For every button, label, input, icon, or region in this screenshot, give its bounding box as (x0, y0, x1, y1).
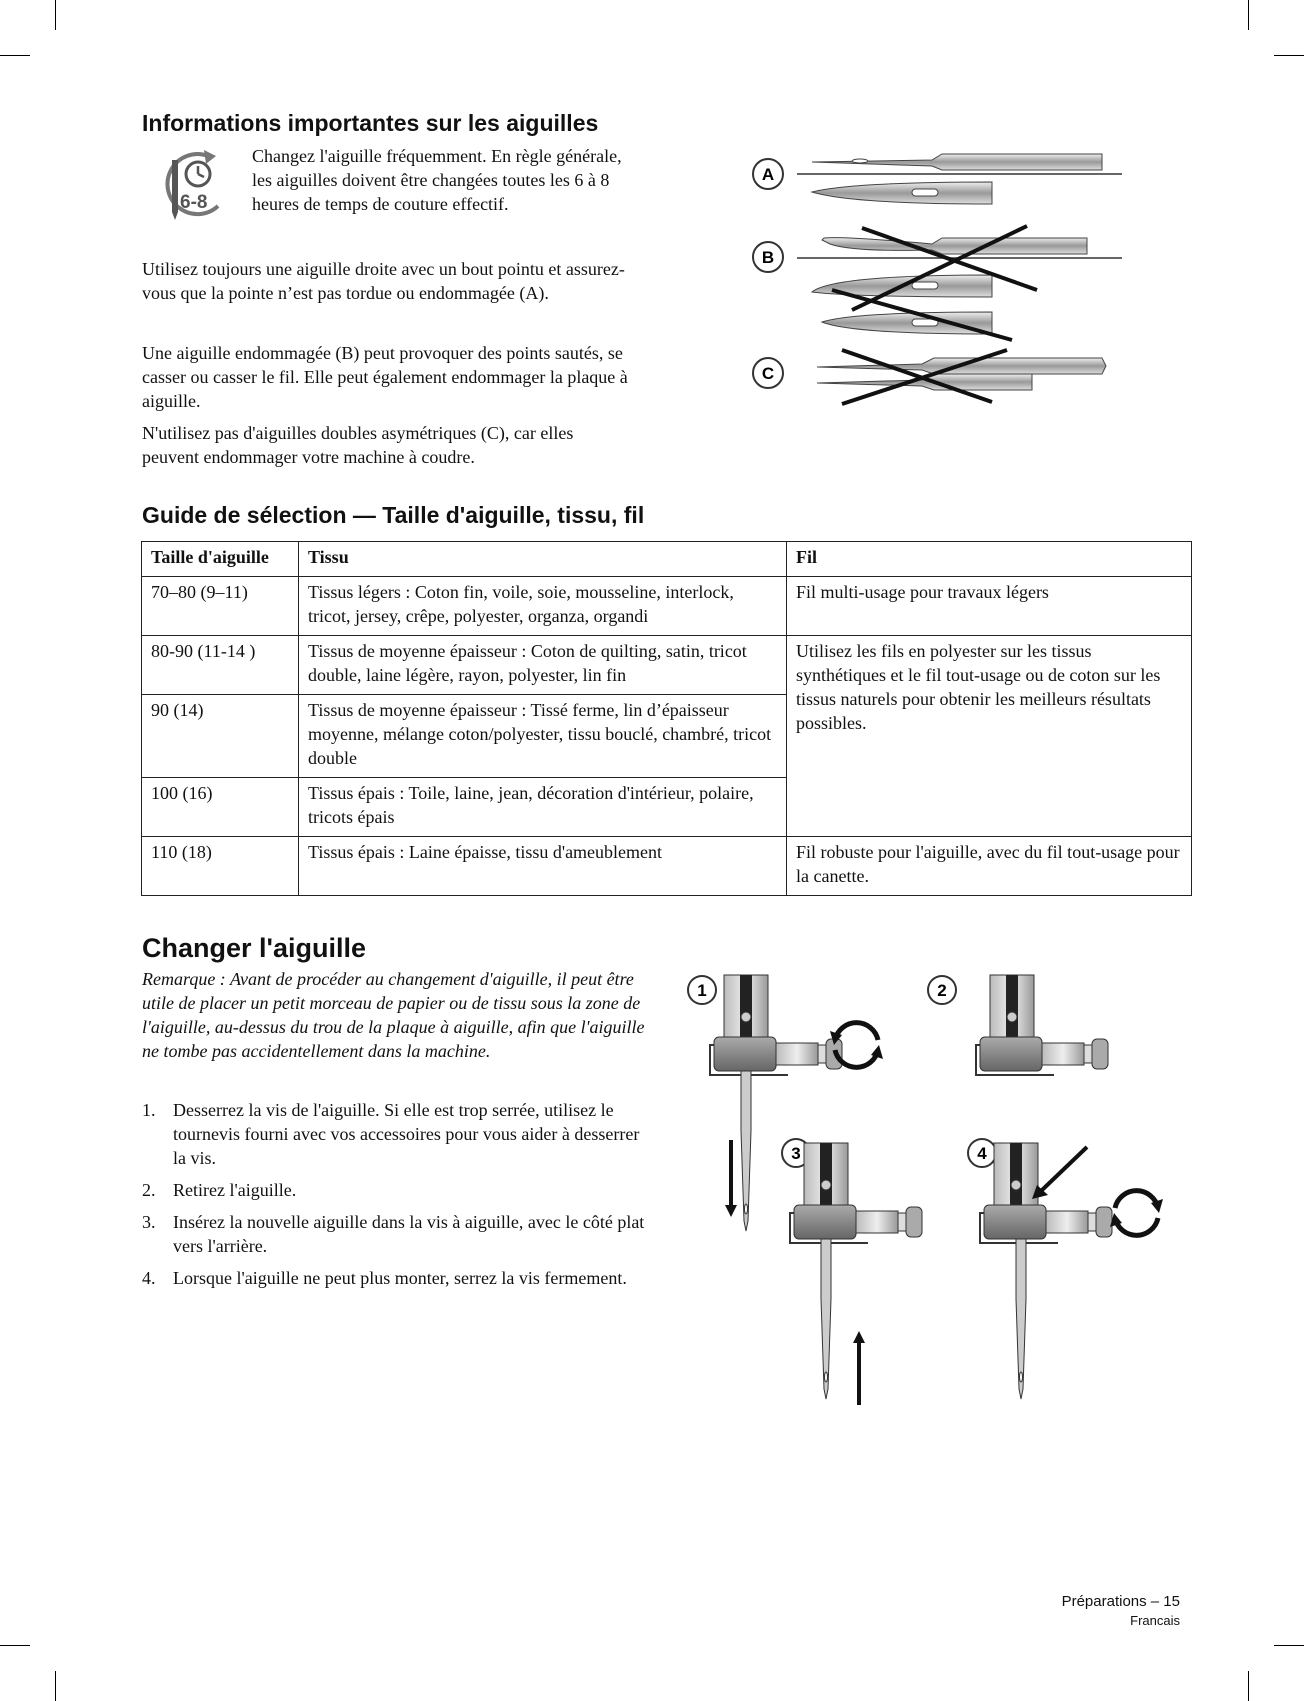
needle-a-side (812, 182, 992, 204)
section-title-selection-guide: Guide de sélection — Taille d'aiguille, tissu, fil (142, 502, 645, 528)
needle-b-top (822, 238, 1087, 254)
table-row (142, 837, 1192, 896)
step-text: Desserrez la vis de l'aiguille. Si elle est trop serrée, utilisez le tournevis fourni avec vos accessoires pour vous aider à desserrer la vis. (173, 1100, 640, 1168)
needle-clamp (710, 975, 842, 1075)
cell-size: 80-90 (11-14 ) (142, 636, 299, 695)
cell-fabric: Tissus légers : Coton fin, voile, soie, mousseline, interlock, tricot, jersey, crêpe, polyester, organza, organdi (299, 577, 787, 636)
crop-mark (1248, 1671, 1249, 1701)
label-c: C (761, 364, 775, 383)
header-thread: Fil (787, 542, 1192, 577)
needle-b-side2 (822, 312, 992, 334)
table-header-row (142, 542, 1192, 577)
intro-text: Changez l'aiguille fréquemment. En règle générale, les aiguilles doivent être changées toutes les 6 à 8 heures de temps de couture effectif. (252, 146, 622, 214)
cell-thread: Utilisez les fils en polyester sur les tissus synthétiques et le fil tout-usage ou de coton sur les tissus naturels pour obtenir les meilleurs résultats possibles. (787, 636, 1192, 837)
crop-mark (55, 0, 56, 30)
list-item (142, 1266, 652, 1290)
table-row (142, 636, 1192, 695)
steps-list (142, 1098, 652, 1298)
table-row (142, 577, 1192, 636)
crop-mark (1274, 55, 1304, 56)
footer-language: Francais (1130, 1613, 1180, 1628)
cell-fabric: Tissus épais : Toile, laine, jean, décoration d'intérieur, polaire, tricots épais (299, 778, 787, 837)
note-text: Remarque : Avant de procéder au changement d'aiguille, il peut être utile de placer un petit morceau de papier ou de tissu sous la zone de l'aiguille, au-dessus du trou de la plaque à aiguille, afin que l'aiguille ne tombe pas accidentellement dans la machine. (142, 969, 645, 1061)
needle-condition-figure (742, 140, 1132, 415)
tighten-rotation-icon (1115, 1191, 1158, 1208)
loosen-rotation-icon (835, 1023, 878, 1040)
paragraph-straight-needle: Utilisez toujours une aiguille droite avec un bout pointu et assurez-vous que la pointe n’est pas tordue ou endommagée (A). (142, 259, 625, 303)
cell-size: 100 (16) (142, 778, 299, 837)
cross-line (852, 226, 1027, 310)
label-b: B (761, 248, 775, 267)
crop-mark (0, 1645, 30, 1646)
needle-clamp (976, 975, 1108, 1075)
arrow-pointer (1041, 1147, 1087, 1191)
cell-thread: Fil multi-usage pour travaux légers (787, 577, 1192, 636)
icon-label: 6-8 (180, 192, 208, 213)
step-number: 4. (142, 1268, 156, 1288)
cell-size: 110 (18) (142, 837, 299, 896)
crop-mark (1248, 0, 1249, 30)
crop-mark (55, 1671, 56, 1701)
needle-selection-table (141, 541, 1192, 896)
step-text: Insérez la nouvelle aiguille dans la vis à aiguille, avec le côté plat vers l'arrière. (173, 1212, 645, 1256)
header-fabric: Tissu (299, 542, 787, 577)
needle (741, 1071, 751, 1231)
label-a: A (761, 165, 775, 184)
cell-fabric: Tissus de moyenne épaisseur : Coton de quilting, satin, tricot double, laine légère, rayon, polyester, lin fin (299, 636, 787, 695)
cell-fabric: Tissus de moyenne épaisseur : Tissé ferme, lin d’épaisseur moyenne, mélange coton/polyester, tissu bouclé, chambré, tricot double (299, 695, 787, 778)
header-needle-size: Taille d'aiguille (142, 542, 299, 577)
crop-mark (1274, 1645, 1304, 1646)
paragraph-twin-needles: N'utilisez pas d'aiguilles doubles asymétriques (C), car elles peuvent endommager votre machine à coudre. (142, 423, 574, 467)
step-1-label: 1 (697, 981, 707, 1000)
step-number: 1. (142, 1100, 156, 1120)
needle-clamp (790, 1143, 922, 1243)
step-4-label: 4 (977, 1144, 987, 1163)
step-number: 3. (142, 1212, 156, 1232)
list-item (142, 1210, 652, 1258)
needle-change-figure (680, 965, 1200, 1455)
section-title-change-needle: Changer l'aiguille (142, 933, 366, 963)
cell-fabric: Tissus épais : Laine épaisse, tissu d'ameublement (299, 837, 787, 896)
paragraph-damaged-needle: Une aiguille endommagée (B) peut provoquer des points sautés, se casser ou casser le fil. Elle peut également endommager la plaque à aiguille. (142, 343, 628, 411)
crop-mark (0, 55, 30, 56)
step-number: 2. (142, 1180, 156, 1200)
cell-size: 70–80 (9–11) (142, 577, 299, 636)
cell-size: 90 (14) (142, 695, 299, 778)
step-3-label: 3 (791, 1144, 801, 1163)
step-text: Retirez l'aiguille. (173, 1180, 297, 1200)
list-item (142, 1178, 652, 1202)
footer-page-section: Préparations – 15 (1061, 1593, 1180, 1610)
section-title-needles-info: Informations importantes sur les aiguilles (142, 110, 599, 136)
needle (1016, 1239, 1026, 1399)
list-item (142, 1098, 652, 1170)
needle-clamp (980, 1143, 1112, 1243)
cell-thread: Fil robuste pour l'aiguille, avec du fil tout-usage pour la canette. (787, 837, 1192, 896)
step-text: Lorsque l'aiguille ne peut plus monter, serrez la vis fermement. (173, 1268, 627, 1288)
needle-timer-icon (156, 146, 232, 222)
step-2-label: 2 (937, 981, 947, 1000)
needle (821, 1239, 831, 1399)
